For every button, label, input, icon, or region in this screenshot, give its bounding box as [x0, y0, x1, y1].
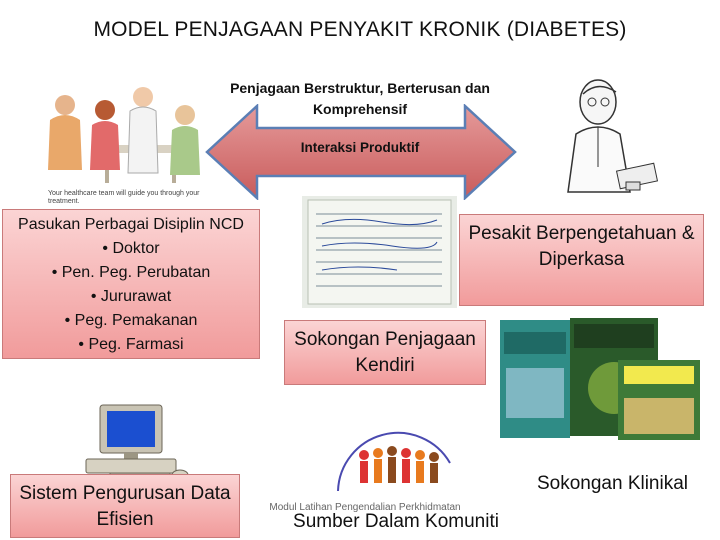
arrow-label: Interaksi Produktif	[300, 140, 420, 155]
illustration-caption: Your healthcare team will guide you through your treatment.	[48, 190, 200, 205]
page-title: MODEL PENJAGAAN PENYAKIT KRONIK (DIABETES)	[93, 18, 627, 41]
team-member-nurse: • Jururawat	[90, 288, 172, 305]
team-member-doctor: • Doktor	[102, 240, 160, 257]
self-care-support-box: Sokongan Penjagaan Kendiri	[284, 320, 486, 385]
patient-illustration	[558, 72, 660, 200]
computer-icon	[80, 403, 192, 481]
data-management-system-box: Sistem Pengurusan Data Efisien	[10, 474, 240, 538]
clinical-guideline-books-image	[500, 318, 700, 443]
team-heading: Pasukan Perbagai Disiplin NCD	[18, 216, 244, 233]
healthcare-team-illustration	[40, 75, 210, 190]
team-member-nutritionist: • Peg. Pemakanan	[64, 312, 198, 329]
subtitle: Penjagaan Berstruktur, Berterusan dan Komprehensif	[230, 80, 490, 117]
empowered-patient-box: Pesakit Berpengetahuan & Diperkasa	[459, 214, 704, 306]
clinical-support-label: Sokongan Klinikal	[510, 469, 715, 499]
multidisciplinary-team-box	[2, 209, 260, 359]
document-form-image	[302, 196, 457, 308]
team-member-medical-assistant: • Pen. Peg. Perubatan	[51, 264, 211, 281]
community-resources-label: Sumber Dalam Komuniti	[293, 511, 499, 532]
team-member-pharmacist: • Peg. Farmasi	[78, 336, 184, 353]
community-directory-logo	[326, 393, 462, 503]
footer-note: Modul Latihan Pengendalian Perkhidmatan	[269, 502, 461, 513]
